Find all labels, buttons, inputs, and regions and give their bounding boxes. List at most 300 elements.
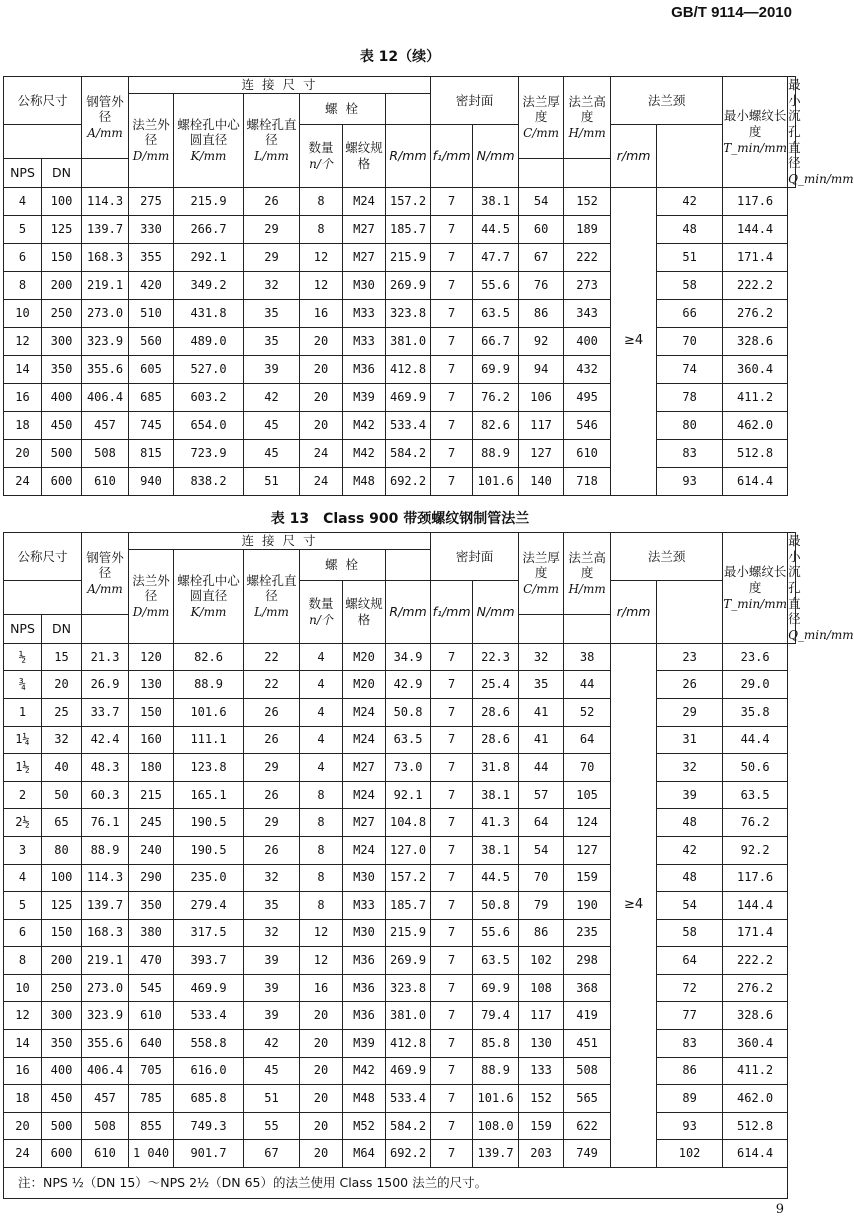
table-cell: 20 xyxy=(300,355,343,383)
table-cell: 400 xyxy=(564,327,611,355)
table-cell: 32 xyxy=(42,726,82,754)
table-cell: 127 xyxy=(564,836,611,864)
table-cell: 8 xyxy=(300,809,343,837)
table-cell: 200 xyxy=(42,271,82,299)
table-cell: 20 xyxy=(300,327,343,355)
table-row xyxy=(4,1002,796,1030)
table-cell: 7 xyxy=(431,1002,473,1030)
pipe-od-header: 钢管外径 xyxy=(86,93,124,125)
table-cell: 42.4 xyxy=(82,726,129,754)
table-cell: 63.5 xyxy=(386,726,431,754)
table-cell: 380 xyxy=(129,919,174,947)
table-cell: 343 xyxy=(564,299,611,327)
table-cell: 412.8 xyxy=(386,355,431,383)
table-cell: 705 xyxy=(129,1057,174,1085)
table-cell: 276.2 xyxy=(723,974,788,1002)
table-cell: 419 xyxy=(564,1002,611,1030)
table-cell: 7 xyxy=(431,698,473,726)
table-cell: 127.0 xyxy=(386,836,431,864)
table-cell: 411.2 xyxy=(723,383,788,411)
table-cell: 54 xyxy=(657,892,723,920)
table-cell: 60.3 xyxy=(82,781,129,809)
table-cell: 79.4 xyxy=(473,1002,519,1030)
table-cell: 168.3 xyxy=(82,243,129,271)
table-cell: 32 xyxy=(244,271,300,299)
table-cell: 117.6 xyxy=(723,187,788,215)
table-row xyxy=(4,643,796,671)
bolt-hole-unit: L/mm xyxy=(254,604,289,619)
table-cell: 470 xyxy=(129,947,174,975)
table-cell: M27 xyxy=(343,754,386,782)
table-cell: 273 xyxy=(564,271,611,299)
bolt-circle-unit: K/mm xyxy=(190,604,227,619)
table-cell: 614.4 xyxy=(723,467,788,495)
table-cell: 70 xyxy=(564,754,611,782)
table-cell: M27 xyxy=(343,215,386,243)
min-thread-header: 最小螺纹长度 xyxy=(723,108,787,139)
table-cell: 215 xyxy=(129,781,174,809)
table-cell: 745 xyxy=(129,411,174,439)
table-cell: 10 xyxy=(4,974,42,1002)
table-cell: 420 xyxy=(129,271,174,299)
table-cell: 24 xyxy=(300,439,343,467)
table-cell: 8 xyxy=(300,187,343,215)
table-cell: 7 xyxy=(431,974,473,1002)
table-cell: 105 xyxy=(564,781,611,809)
table-cell: 28.6 xyxy=(473,726,519,754)
bolt-circle-unit: K/mm xyxy=(190,148,227,163)
table-cell: 1 040 xyxy=(129,1140,174,1168)
table-row xyxy=(4,919,796,947)
table-cell: M27 xyxy=(343,809,386,837)
table-cell: 29.0 xyxy=(723,671,788,699)
table-cell: 88.9 xyxy=(82,836,129,864)
table-row xyxy=(4,1140,796,1168)
table-cell: 7 xyxy=(431,1112,473,1140)
table-cell: 360.4 xyxy=(723,1030,788,1058)
table-cell: 26 xyxy=(244,698,300,726)
table-cell: 139.7 xyxy=(82,215,129,243)
table-cell: 412.8 xyxy=(386,1030,431,1058)
height-unit: H/mm xyxy=(568,126,606,140)
table-cell: 171.4 xyxy=(723,919,788,947)
thread-header: 螺纹规格 xyxy=(345,596,383,627)
table-cell: 7 xyxy=(431,919,473,947)
bolt-header: 螺 栓 xyxy=(325,557,360,573)
table-cell: M27 xyxy=(343,243,386,271)
table-cell: 150 xyxy=(42,243,82,271)
table-row xyxy=(4,836,796,864)
table-cell: M33 xyxy=(343,299,386,327)
table-cell: 86 xyxy=(519,919,564,947)
table-cell: 114.3 xyxy=(82,864,129,892)
pipe-od-header: 钢管外径 xyxy=(86,549,124,581)
table-cell: 512.8 xyxy=(723,1112,788,1140)
table-cell: 39 xyxy=(244,974,300,1002)
table-cell: 350 xyxy=(42,1030,82,1058)
bolt-header: 螺 栓 xyxy=(325,101,360,117)
table-cell: 35 xyxy=(519,671,564,699)
table-row xyxy=(4,947,796,975)
table-cell: M36 xyxy=(343,355,386,383)
table-cell: 168.3 xyxy=(82,919,129,947)
table-cell: 12 xyxy=(300,243,343,271)
table-cell: M20 xyxy=(343,671,386,699)
table-cell: 63.5 xyxy=(723,781,788,809)
table-cell: 24 xyxy=(300,467,343,495)
table-cell: 114.3 xyxy=(82,187,129,215)
table-cell: 22.3 xyxy=(473,643,519,671)
table-cell: 12 xyxy=(300,947,343,975)
table-cell: M33 xyxy=(343,327,386,355)
table-cell: 190.5 xyxy=(174,809,244,837)
table-cell: M52 xyxy=(343,1112,386,1140)
table-cell: 7 xyxy=(431,187,473,215)
table-cell: 328.6 xyxy=(723,1002,788,1030)
min-counter-unit: Q_min/mm xyxy=(788,627,854,642)
table-cell: 355.6 xyxy=(82,355,129,383)
table-cell: 120 xyxy=(129,643,174,671)
table-cell: 7 xyxy=(431,671,473,699)
table-cell: 63.5 xyxy=(473,947,519,975)
table-cell: 159 xyxy=(564,864,611,892)
table-cell: 44.5 xyxy=(473,215,519,243)
table-cell: 381.0 xyxy=(386,1002,431,1030)
table-cell: 7 xyxy=(431,243,473,271)
table-cell: 4 xyxy=(300,671,343,699)
table-cell: 3 xyxy=(4,836,42,864)
table-cell: 16 xyxy=(4,1057,42,1085)
table-cell: 117 xyxy=(519,411,564,439)
table-cell: 685.8 xyxy=(174,1085,244,1113)
table-cell: 368 xyxy=(564,974,611,1002)
table-cell: 108.0 xyxy=(473,1112,519,1140)
table-cell: 32 xyxy=(519,643,564,671)
table-cell: 82.6 xyxy=(174,643,244,671)
table-cell: 584.2 xyxy=(386,439,431,467)
table-cell: ¾ xyxy=(4,671,42,699)
table-cell: 1¼ xyxy=(4,726,42,754)
table-cell: 527.0 xyxy=(174,355,244,383)
table-cell: 8 xyxy=(300,781,343,809)
table-cell: 4 xyxy=(4,864,42,892)
table-cell: 457 xyxy=(82,411,129,439)
table-cell: 76.2 xyxy=(723,809,788,837)
table-cell: 462.0 xyxy=(723,411,788,439)
table-cell: 273.0 xyxy=(82,299,129,327)
table-cell: 222.2 xyxy=(723,271,788,299)
table-cell: 616.0 xyxy=(174,1057,244,1085)
table-cell: 139.7 xyxy=(473,1140,519,1168)
table-cell: 7 xyxy=(431,327,473,355)
table-cell: 901.7 xyxy=(174,1140,244,1168)
table-cell: 20 xyxy=(4,1112,42,1140)
table-cell: 82.6 xyxy=(473,411,519,439)
table-cell: 431.8 xyxy=(174,299,244,327)
table-cell: 500 xyxy=(42,1112,82,1140)
table-cell: 12 xyxy=(300,919,343,947)
table-cell: 4 xyxy=(300,643,343,671)
table-cell: 290 xyxy=(129,864,174,892)
table-cell: 102 xyxy=(519,947,564,975)
dn-header: DN xyxy=(52,164,71,180)
table-cell: 93 xyxy=(657,1112,723,1140)
table-cell: 66.7 xyxy=(473,327,519,355)
table-cell: M39 xyxy=(343,383,386,411)
flange-od-header: 法兰外径 xyxy=(132,116,170,148)
table-cell: 20 xyxy=(300,1112,343,1140)
table-cell: 31.8 xyxy=(473,754,519,782)
min-counter-unit: Q_min/mm xyxy=(788,171,854,186)
table-cell: 106 xyxy=(519,383,564,411)
table-cell: 86 xyxy=(519,299,564,327)
table-cell: 451 xyxy=(564,1030,611,1058)
table-cell: 276.2 xyxy=(723,299,788,327)
table-cell: 48 xyxy=(657,864,723,892)
table-row xyxy=(4,327,796,355)
table-cell: 7 xyxy=(431,215,473,243)
table-cell: 215.9 xyxy=(174,187,244,215)
table-13 xyxy=(3,532,854,1199)
table-cell: 130 xyxy=(129,671,174,699)
table-cell: 275 xyxy=(129,187,174,215)
table-cell: 44 xyxy=(519,754,564,782)
table-cell: 614.4 xyxy=(723,1140,788,1168)
table-cell: 26 xyxy=(244,836,300,864)
table-cell: 171.4 xyxy=(723,243,788,271)
table-cell: 42 xyxy=(657,836,723,864)
table-cell: 323.8 xyxy=(386,299,431,327)
table-cell: 723.9 xyxy=(174,439,244,467)
table-cell: 450 xyxy=(42,1085,82,1113)
table-cell: 29 xyxy=(657,698,723,726)
table-cell: 35 xyxy=(244,299,300,327)
r-header: R/mm xyxy=(389,148,427,164)
table-cell: 533.4 xyxy=(386,411,431,439)
table-cell: 7 xyxy=(431,781,473,809)
table-cell: 20 xyxy=(300,1030,343,1058)
seal-header: 密封面 xyxy=(455,548,494,564)
table-cell: 7 xyxy=(431,439,473,467)
n-header: N/mm xyxy=(476,604,515,620)
seal-header: 密封面 xyxy=(455,92,494,108)
table-cell: 855 xyxy=(129,1112,174,1140)
qty-unit: n/个 xyxy=(309,612,333,627)
table-cell: 29 xyxy=(244,809,300,837)
table-cell: 83 xyxy=(657,1030,723,1058)
table-cell: 7 xyxy=(431,271,473,299)
min-counter-header: 最小沉孔直径 xyxy=(788,77,801,171)
table-cell: 124 xyxy=(564,809,611,837)
table-cell: 29 xyxy=(244,243,300,271)
dn-header: DN xyxy=(52,620,71,636)
pipe-od-unit: A/mm xyxy=(87,582,123,596)
table-cell: 7 xyxy=(431,754,473,782)
table-row xyxy=(4,781,796,809)
table-cell: 5 xyxy=(4,215,42,243)
table-cell: 495 xyxy=(564,383,611,411)
table-cell: 64 xyxy=(519,809,564,837)
r-small-header: r/mm xyxy=(616,148,651,164)
table-cell: 26 xyxy=(244,187,300,215)
table-cell: M30 xyxy=(343,864,386,892)
table-cell: 41 xyxy=(519,698,564,726)
bolt-hole-header: 螺栓孔直径 xyxy=(246,572,297,604)
table-cell: 157.2 xyxy=(386,864,431,892)
table-cell: 292.1 xyxy=(174,243,244,271)
table-row xyxy=(4,864,796,892)
thickness-header: 法兰厚度 xyxy=(522,549,560,581)
table-cell: 7 xyxy=(431,1057,473,1085)
table-cell: 749.3 xyxy=(174,1112,244,1140)
table-row xyxy=(4,671,796,699)
table-cell: 235.0 xyxy=(174,864,244,892)
table-cell: 355 xyxy=(129,243,174,271)
table-cell: 94 xyxy=(519,355,564,383)
table-cell: 66 xyxy=(657,299,723,327)
table-cell: 7 xyxy=(431,1140,473,1168)
table-cell: 79 xyxy=(519,892,564,920)
table-cell: 10 xyxy=(4,299,42,327)
table-cell: 298 xyxy=(564,947,611,975)
table-row xyxy=(4,355,796,383)
table-cell: 4 xyxy=(300,726,343,754)
table-cell: 7 xyxy=(431,1030,473,1058)
table-cell: 127 xyxy=(519,439,564,467)
table-cell: 29 xyxy=(244,215,300,243)
table-cell: 489.0 xyxy=(174,327,244,355)
table-cell: 50.8 xyxy=(386,698,431,726)
table-cell: 749 xyxy=(564,1140,611,1168)
table-cell: 22 xyxy=(244,671,300,699)
table-cell: 7 xyxy=(431,355,473,383)
table-cell: 533.4 xyxy=(174,1002,244,1030)
table-cell: 20 xyxy=(300,411,343,439)
table-cell: 222 xyxy=(564,243,611,271)
table-cell: 50.6 xyxy=(723,754,788,782)
table-cell: 7 xyxy=(431,864,473,892)
table-cell: 69.9 xyxy=(473,355,519,383)
table-cell: 189 xyxy=(564,215,611,243)
table-cell: 89 xyxy=(657,1085,723,1113)
table-cell: 279.4 xyxy=(174,892,244,920)
table-cell: 317.5 xyxy=(174,919,244,947)
page-number: 9 xyxy=(775,1202,784,1217)
table-cell: 406.4 xyxy=(82,1057,129,1085)
table-cell: 508 xyxy=(82,1112,129,1140)
table-cell: 584.2 xyxy=(386,1112,431,1140)
table-cell: 8 xyxy=(300,892,343,920)
table-cell: 4 xyxy=(300,754,343,782)
qty-header: 数量 xyxy=(308,596,334,612)
table-cell: M33 xyxy=(343,892,386,920)
table-cell: 7 xyxy=(431,836,473,864)
n-header: N/mm xyxy=(476,148,515,164)
table-cell: 25.4 xyxy=(473,671,519,699)
table-cell: 20 xyxy=(300,1140,343,1168)
table-row xyxy=(4,411,796,439)
table-cell: 70 xyxy=(519,864,564,892)
table-cell: 80 xyxy=(42,836,82,864)
table-cell: 8 xyxy=(4,271,42,299)
table-row xyxy=(4,1057,796,1085)
table-cell: 7 xyxy=(431,467,473,495)
table-cell: 51 xyxy=(244,467,300,495)
table-cell: 52 xyxy=(564,698,611,726)
table-cell: M42 xyxy=(343,439,386,467)
table-row xyxy=(4,1112,796,1140)
table-cell: 150 xyxy=(129,698,174,726)
table-cell: M42 xyxy=(343,411,386,439)
table-cell: 85.8 xyxy=(473,1030,519,1058)
table-cell: 152 xyxy=(564,187,611,215)
table-cell: 92.1 xyxy=(386,781,431,809)
table-cell: 144.4 xyxy=(723,215,788,243)
table-row xyxy=(4,1085,796,1113)
table-cell: 2 xyxy=(4,781,42,809)
table-cell: 8 xyxy=(300,215,343,243)
table-cell: 140 xyxy=(519,467,564,495)
table-cell: 355.6 xyxy=(82,1030,129,1058)
table-cell: 16 xyxy=(300,299,343,327)
table-cell: 8 xyxy=(300,836,343,864)
table-cell: 1 xyxy=(4,698,42,726)
table-cell: 600 xyxy=(42,467,82,495)
table-cell: 55.6 xyxy=(473,271,519,299)
table-cell: 411.2 xyxy=(723,1057,788,1085)
table-cell: 610 xyxy=(129,1002,174,1030)
table-cell: 20 xyxy=(4,439,42,467)
table-cell: 16 xyxy=(4,383,42,411)
neck-header: 法兰颈 xyxy=(647,548,686,564)
table-cell: 432 xyxy=(564,355,611,383)
table-cell: 692.2 xyxy=(386,467,431,495)
table-cell: 510 xyxy=(129,299,174,327)
table-cell: 144.4 xyxy=(723,892,788,920)
table12-caption: 表 12（续） xyxy=(359,49,441,65)
table-cell: 70 xyxy=(657,327,723,355)
table-cell: M39 xyxy=(343,1030,386,1058)
table-cell: 838.2 xyxy=(174,467,244,495)
table-row xyxy=(4,467,796,495)
nps-header: NPS xyxy=(10,164,35,180)
f1-header: f₁/mm xyxy=(432,604,471,620)
table-cell: 29 xyxy=(244,754,300,782)
table-cell: 512.8 xyxy=(723,439,788,467)
table-cell: 39 xyxy=(244,947,300,975)
table-cell: 219.1 xyxy=(82,947,129,975)
height-unit: H/mm xyxy=(568,582,606,596)
table-cell: 58 xyxy=(657,271,723,299)
table-cell: 88.9 xyxy=(473,1057,519,1085)
table-row xyxy=(4,892,796,920)
table-cell: 42 xyxy=(244,383,300,411)
table-cell: 323.9 xyxy=(82,327,129,355)
table-cell: M48 xyxy=(343,467,386,495)
table-cell: 26 xyxy=(244,726,300,754)
f1-header: f₁/mm xyxy=(432,148,471,164)
table-cell: 4 xyxy=(300,698,343,726)
table-cell: M64 xyxy=(343,1140,386,1168)
table-cell: M30 xyxy=(343,919,386,947)
table-cell: 44 xyxy=(564,671,611,699)
table-cell: 54 xyxy=(519,187,564,215)
bolt-hole-header: 螺栓孔直径 xyxy=(246,116,297,148)
table-cell: 72 xyxy=(657,974,723,1002)
table-cell: 101.6 xyxy=(174,698,244,726)
table-cell: 350 xyxy=(42,355,82,383)
table-cell: 74 xyxy=(657,355,723,383)
